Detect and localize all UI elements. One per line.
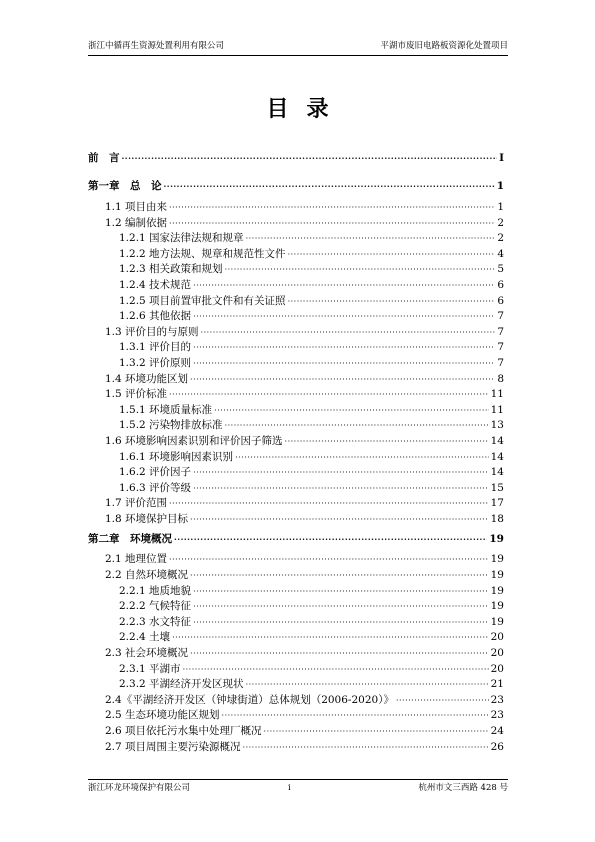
toc-entry-page: 24 bbox=[490, 725, 504, 737]
toc-entry-page: 11 bbox=[490, 388, 504, 401]
toc-entry-title: 1.2 编制依据 bbox=[105, 216, 168, 229]
toc-leader-dots bbox=[169, 387, 489, 403]
toc-leader-dots bbox=[169, 200, 495, 216]
toc-entry[interactable] bbox=[88, 372, 504, 388]
toc-entry-page: 11 bbox=[490, 403, 504, 416]
toc-entry-page: 17 bbox=[490, 497, 504, 510]
toc-leader-dots bbox=[169, 552, 489, 568]
toc-entry[interactable] bbox=[88, 262, 504, 278]
toc-leader-dots bbox=[225, 262, 496, 278]
footer-company: 浙江环龙环境保护有限公司 bbox=[88, 783, 191, 793]
toc-entry[interactable] bbox=[88, 708, 504, 724]
toc-entry-title: 1.3 评价目的与原则 bbox=[105, 325, 199, 338]
toc-entry-page: 19 bbox=[490, 569, 504, 582]
toc-entry[interactable] bbox=[88, 278, 504, 294]
toc-entry[interactable] bbox=[88, 200, 504, 216]
toc-entry[interactable] bbox=[88, 584, 504, 600]
toc-entry[interactable] bbox=[88, 531, 504, 547]
toc-entry[interactable] bbox=[88, 247, 504, 263]
toc-entry-title: 1.3.1 评价目的 bbox=[119, 341, 192, 354]
toc-entry[interactable] bbox=[88, 646, 504, 662]
toc-leader-dots bbox=[193, 481, 489, 497]
toc-entry-page: 8 bbox=[497, 372, 504, 385]
toc-entry-page: 7 bbox=[497, 310, 504, 323]
toc-entry-title: 1.3.2 评价原则 bbox=[119, 356, 192, 369]
toc-entry-title: 1.5.2 污染物排放标准 bbox=[119, 419, 223, 432]
toc-leader-dots bbox=[193, 615, 489, 631]
toc-leader-dots bbox=[246, 677, 489, 693]
toc-leader-dots bbox=[190, 646, 489, 662]
toc-entry[interactable] bbox=[88, 615, 504, 631]
toc-entry-page: 14 bbox=[490, 434, 504, 447]
toc-leader-dots bbox=[183, 662, 489, 678]
toc-entry-title: 2.2.2 气候特征 bbox=[119, 600, 192, 613]
toc-entry[interactable] bbox=[88, 356, 504, 372]
toc-entry-title: 1.7 评价范围 bbox=[105, 497, 168, 510]
toc-entry[interactable] bbox=[88, 568, 504, 584]
toc-entry-page: 20 bbox=[490, 647, 504, 660]
toc-leader-dots bbox=[288, 247, 496, 263]
toc-entry-title: 2.3.1 平湖市 bbox=[119, 662, 181, 675]
toc-entry-page: I bbox=[499, 152, 504, 164]
toc-leader-dots bbox=[193, 278, 495, 294]
toc-leader-dots bbox=[225, 418, 489, 434]
toc-entry-title: 第二章 环境概况 bbox=[88, 533, 172, 546]
toc-entry-page: 5 bbox=[497, 263, 504, 276]
toc-entry[interactable] bbox=[88, 178, 504, 194]
toc-leader-dots bbox=[288, 294, 496, 310]
toc-entry[interactable] bbox=[88, 150, 504, 166]
header-rule bbox=[88, 55, 508, 56]
toc-entry-title: 1.6.3 评价等级 bbox=[119, 481, 192, 494]
footer-address: 杭州市文三西路 428 号 bbox=[418, 783, 508, 793]
toc-leader-dots bbox=[190, 372, 495, 388]
toc-entry-title: 1.2.4 技术规范 bbox=[119, 278, 192, 291]
header-project: 平湖市废旧电路板资源化处置项目 bbox=[380, 41, 508, 51]
toc-entry-page: 6 bbox=[497, 294, 504, 307]
toc-leader-dots bbox=[264, 724, 489, 740]
toc-entry[interactable] bbox=[88, 552, 504, 568]
toc-entry-page: 4 bbox=[497, 247, 504, 260]
toc-entry[interactable] bbox=[88, 434, 504, 450]
toc-entry[interactable] bbox=[88, 662, 504, 678]
toc-leader-dots bbox=[193, 309, 495, 325]
toc-leader-dots bbox=[190, 512, 489, 528]
toc-entry-page: 23 bbox=[490, 709, 504, 722]
toc-leader-dots bbox=[169, 216, 495, 232]
toc-entry[interactable] bbox=[88, 231, 504, 247]
toc-entry-page: 14 bbox=[490, 466, 504, 479]
toc-entry-title: 1.2.6 其他依据 bbox=[119, 310, 192, 323]
toc-entry-title: 2.2 自然环境概况 bbox=[105, 569, 189, 582]
toc-leader-dots bbox=[169, 496, 489, 512]
toc-entry-title: 1.4 环境功能区划 bbox=[105, 372, 189, 385]
toc-entry-page: 1 bbox=[497, 201, 504, 213]
toc-entry[interactable] bbox=[88, 677, 504, 693]
toc-leader-dots bbox=[193, 599, 489, 615]
toc-entry-title: 1.6.1 环境影响因素识别 bbox=[119, 450, 234, 463]
toc-leader-dots bbox=[396, 693, 489, 709]
toc-entry-page: 19 bbox=[490, 600, 504, 613]
toc-leader-dots bbox=[193, 465, 489, 481]
toc-entry[interactable] bbox=[88, 450, 504, 466]
toc-entry-title: 2.2.1 地质地貌 bbox=[119, 584, 192, 597]
toc-entry-page: 21 bbox=[490, 678, 504, 691]
toc-entry-page: 19 bbox=[489, 533, 504, 546]
toc-leader-dots bbox=[246, 231, 496, 247]
toc-entry-title: 第一章 总 论 bbox=[88, 180, 162, 192]
toc-entry-page: 6 bbox=[497, 278, 504, 291]
toc-leader-dots bbox=[214, 403, 489, 419]
toc-entry-page: 19 bbox=[490, 584, 504, 597]
toc-entry-title: 1.1 项目由来 bbox=[105, 201, 168, 213]
toc-entry-title: 1.6.2 评价因子 bbox=[119, 466, 192, 479]
toc-entry-page: 19 bbox=[490, 553, 504, 566]
toc-entry[interactable] bbox=[88, 481, 504, 497]
toc-entry-title: 2.3 社会环境概况 bbox=[105, 647, 189, 660]
toc-entry-page: 20 bbox=[490, 631, 504, 644]
toc-entry[interactable] bbox=[88, 294, 504, 310]
toc-entry[interactable] bbox=[88, 309, 504, 325]
toc-entry[interactable] bbox=[88, 465, 504, 481]
toc-entry-title: 1.8 环境保护目标 bbox=[105, 512, 189, 525]
toc-entry-title: 1.2.1 国家法律法规和规章 bbox=[119, 232, 244, 245]
toc-entry-title: 2.3.2 平湖经济开发区现状 bbox=[119, 678, 244, 691]
toc-leader-dots bbox=[243, 740, 489, 756]
toc-entry[interactable] bbox=[88, 325, 504, 341]
toc-entry-title: 2.6 项目依托污水集中处理厂概况 bbox=[105, 725, 262, 737]
toc-entry-page: 7 bbox=[497, 356, 504, 369]
toc-entry-title: 1.6 环境影响因素识别和评价因子筛选 bbox=[105, 434, 283, 447]
toc-entry[interactable] bbox=[88, 512, 504, 528]
footer-rule bbox=[88, 779, 508, 780]
toc-entry-page: 23 bbox=[490, 693, 504, 706]
toc-leader-dots bbox=[172, 630, 489, 646]
toc-leader-dots bbox=[201, 325, 496, 341]
toc-entry-title: 1.2.3 相关政策和规划 bbox=[119, 263, 223, 276]
toc-entry-page: 7 bbox=[497, 325, 504, 338]
toc-entry-page: 1 bbox=[496, 180, 504, 192]
toc-entry[interactable] bbox=[88, 724, 504, 740]
toc-entry-title: 1.5.1 环境质量标准 bbox=[119, 403, 213, 416]
toc-leader-dots bbox=[235, 450, 489, 466]
toc-entry-page: 13 bbox=[490, 419, 504, 432]
page-footer bbox=[88, 781, 508, 795]
header-company: 浙江中循再生资源处置利用有限公司 bbox=[88, 41, 225, 51]
toc-leader-dots bbox=[164, 178, 495, 194]
toc-entry[interactable] bbox=[88, 340, 504, 356]
toc-entry-title: 1.2.5 项目前置审批文件和有关证照 bbox=[119, 294, 286, 307]
toc-entry[interactable] bbox=[88, 387, 504, 403]
toc-entry[interactable] bbox=[88, 740, 504, 756]
toc-leader-dots bbox=[174, 531, 487, 547]
toc-entry-page: 2 bbox=[497, 216, 504, 229]
table-of-contents bbox=[88, 150, 504, 755]
toc-entry-page: 14 bbox=[490, 450, 504, 463]
toc-entry-page: 15 bbox=[490, 481, 504, 494]
toc-entry-title: 1.2.2 地方法规、规章和规范性文件 bbox=[119, 247, 286, 260]
toc-entry-page: 20 bbox=[490, 662, 504, 675]
toc-entry-title: 2.2.4 土壤 bbox=[119, 631, 171, 644]
toc-entry[interactable] bbox=[88, 216, 504, 232]
toc-entry-title: 2.2.3 水文特征 bbox=[119, 615, 192, 628]
toc-entry-title: 2.4《平湖经济开发区（钟埭街道）总体规划（2006-2020）》 bbox=[105, 693, 394, 706]
toc-entry-page: 26 bbox=[490, 740, 504, 753]
toc-entry[interactable] bbox=[88, 599, 504, 615]
toc-leader-dots bbox=[222, 708, 489, 724]
toc-entry[interactable] bbox=[88, 693, 504, 709]
toc-entry[interactable] bbox=[88, 418, 504, 434]
toc-entry-page: 2 bbox=[497, 232, 504, 245]
toc-leader-dots bbox=[193, 340, 495, 356]
toc-entry-title: 2.7 项目周围主要污染源概况 bbox=[105, 740, 241, 753]
toc-entry[interactable] bbox=[88, 403, 504, 419]
toc-entry-title: 2.5 生态环境功能区规划 bbox=[105, 709, 220, 722]
toc-leader-dots bbox=[122, 150, 498, 166]
toc-entry-title: 1.5 评价标准 bbox=[105, 388, 168, 401]
page-header bbox=[88, 39, 508, 53]
toc-leader-dots bbox=[190, 568, 489, 584]
toc-leader-dots bbox=[285, 434, 489, 450]
page-title: 目录 bbox=[266, 97, 347, 122]
toc-entry[interactable] bbox=[88, 496, 504, 512]
toc-leader-dots bbox=[193, 356, 495, 372]
toc-entry-page: 19 bbox=[490, 615, 504, 628]
toc-entry-title: 前 言 bbox=[88, 152, 120, 164]
page-number: i bbox=[288, 783, 291, 793]
toc-leader-dots bbox=[193, 584, 489, 600]
toc-entry[interactable] bbox=[88, 630, 504, 646]
toc-entry-page: 18 bbox=[490, 512, 504, 525]
toc-entry-title: 2.1 地理位置 bbox=[105, 553, 168, 566]
toc-entry-page: 7 bbox=[497, 341, 504, 354]
